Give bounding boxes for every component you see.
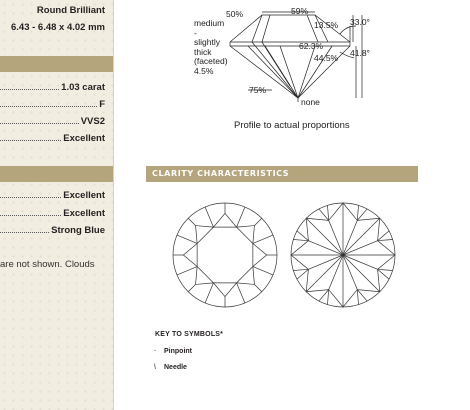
report-details-panel	[0, 0, 114, 410]
star-facet	[213, 283, 236, 297]
kite-edge	[253, 267, 273, 275]
upper-girdle-edge	[188, 284, 195, 291]
color-grade-row	[0, 97, 105, 113]
lower-girdle-edge	[357, 290, 367, 301]
star-facet	[183, 243, 197, 266]
pavilion-depth-label: 44.5%	[314, 53, 339, 63]
color-grade-value: F	[99, 99, 105, 110]
lower-half-facet	[378, 218, 395, 255]
shape-row	[0, 3, 105, 19]
key-item-pinpoint	[154, 348, 192, 355]
carat-value: 1.03 carat	[61, 82, 105, 93]
lower-girdle-edge	[297, 269, 308, 279]
kite-edge	[205, 283, 213, 303]
star-facet	[237, 226, 255, 244]
lower-girdle-edge	[328, 205, 329, 220]
star-length-label: 50%	[226, 9, 244, 19]
lower-girdle-edge	[357, 290, 358, 305]
symmetry-row	[0, 206, 105, 222]
leader-dots	[0, 106, 105, 107]
crown-height-label: 13.5%	[314, 20, 339, 30]
star-facet	[237, 267, 255, 285]
culet-label: none	[301, 97, 320, 107]
lower-half-facet	[291, 255, 308, 292]
pavilion-plot-diagram	[288, 200, 398, 310]
pavilion-main-edge	[306, 255, 343, 292]
lower-girdle-edge	[378, 231, 389, 241]
kite-edge	[177, 235, 197, 243]
lower-half-facet	[343, 203, 380, 220]
upper-girdle-edge	[188, 218, 195, 225]
kite-edge	[177, 267, 197, 275]
lower-girdle-edge	[319, 290, 329, 301]
lower-girdle-edge	[293, 240, 308, 241]
fluorescence-value: Strong Blue	[51, 225, 105, 236]
clarity-header-title: CLARITY CHARACTERISTICS	[152, 169, 290, 178]
lower-girdle-edge	[293, 269, 308, 270]
crown-plot-diagram	[170, 200, 280, 310]
key-item-label: Pinpoint	[164, 348, 192, 355]
polish-row	[0, 188, 105, 204]
upper-girdle-edge	[254, 218, 261, 225]
kite-edge	[237, 207, 245, 227]
clarity-grade-value: VVS2	[80, 116, 105, 127]
lower-girdle-edge	[297, 231, 308, 241]
lower-girdle-edge	[378, 269, 393, 270]
lower-girdle-edge	[357, 209, 367, 220]
crown-angle-label: 33.0°	[350, 17, 370, 27]
pavilion-main-edge	[343, 218, 380, 255]
pavilion-main-edge	[306, 218, 343, 255]
clarity-grade-row	[0, 114, 105, 130]
star-facet	[253, 243, 267, 266]
measurements-value: 6.43 - 6.48 x 4.02 mm	[10, 22, 105, 33]
lower-half-facet	[306, 203, 343, 220]
total-depth-label: 62.3%	[299, 41, 324, 51]
kite-edge	[205, 207, 213, 227]
pinpoint-symbol: ·	[154, 348, 157, 355]
polish-value: Excellent	[63, 190, 105, 201]
table-percent-label: 59%	[291, 6, 309, 16]
lower-half-label: 75%	[249, 85, 267, 95]
pavilion-angle-label: 41.8°	[350, 48, 370, 58]
fluorescence-row	[0, 223, 105, 239]
key-item-needle	[154, 364, 187, 371]
needle-symbol: \	[154, 364, 156, 371]
girdle-thickness-label: medium - slightly thick (faceted) 4.5%	[194, 18, 228, 76]
lower-half-facet	[378, 255, 395, 292]
cut-grade-row	[0, 131, 105, 147]
symmetry-value: Excellent	[63, 208, 105, 219]
lower-girdle-edge	[357, 205, 358, 220]
lower-half-facet	[343, 290, 380, 307]
table-facet	[197, 227, 253, 283]
upper-girdle-edge	[254, 284, 261, 291]
section-band-grading	[0, 56, 113, 72]
shape-value: Round Brilliant	[36, 5, 105, 16]
section-band-additional	[0, 166, 113, 182]
key-to-symbols-title: KEY TO SYMBOLS*	[155, 331, 224, 338]
star-facet	[196, 226, 214, 244]
comments-text: are not shown. Clouds	[0, 259, 95, 270]
carat-row	[0, 80, 105, 96]
lower-girdle-edge	[328, 290, 329, 305]
measurements-row	[0, 20, 105, 36]
clarity-characteristics-header	[146, 166, 418, 182]
lower-girdle-edge	[319, 209, 329, 220]
key-item-label: Needle	[164, 364, 187, 371]
lower-half-facet	[291, 218, 308, 255]
lower-half-facet	[306, 290, 343, 307]
kite-edge	[237, 283, 245, 303]
star-facet	[213, 213, 236, 227]
pavilion-main-edge	[343, 255, 380, 292]
lower-girdle-edge	[378, 240, 393, 241]
cut-grade-value: Excellent	[63, 133, 105, 144]
profile-caption: Profile to actual proportions	[234, 120, 350, 131]
kite-edge	[253, 235, 273, 243]
star-facet	[196, 267, 214, 285]
lower-girdle-edge	[378, 269, 389, 279]
